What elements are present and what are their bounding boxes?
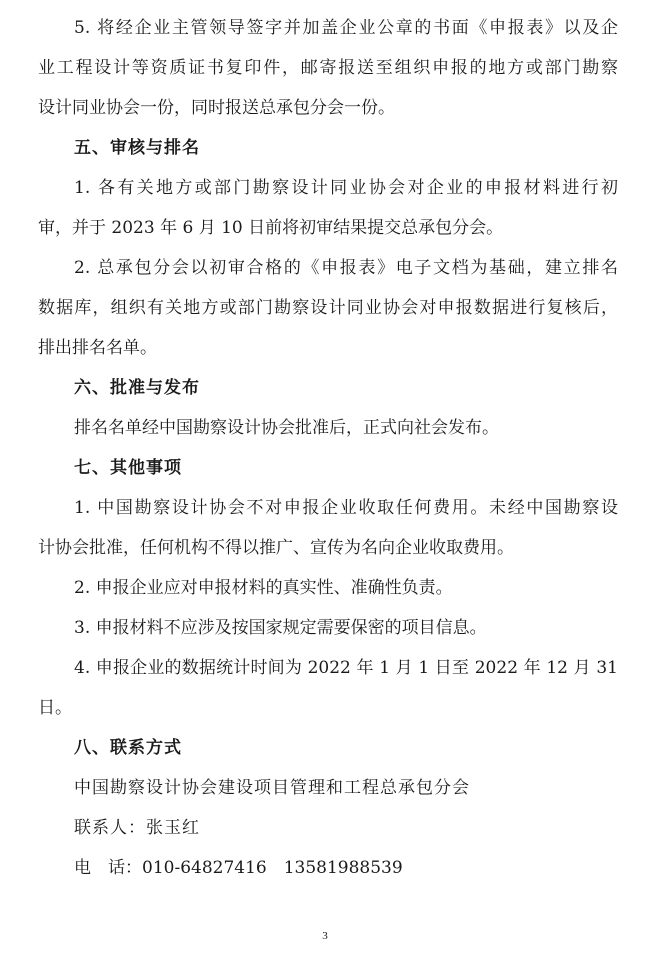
section8-heading: 八、联系方式 [74,738,182,758]
contact-person: 联系人：张玉红 [74,818,200,838]
section5-item2-line3: 排出排名名单。 [38,338,157,358]
section7-item3: 3. 申报材料不应涉及按国家规定需要保密的项目信息。 [74,618,487,638]
section4-item5-line3: 设计同业协会一份，同时报送总承包分会一份。 [38,98,395,118]
section5-item1-line2: 审，并于 2023 年 6 月 10 日前将初审结果提交总承包分会。 [38,218,504,238]
section7-item1-line1: 1. 中国勘察设计协会不对申报企业收取任何费用。未经中国勘察设 [74,498,618,518]
section4-item5-line2: 业工程设计等资质证书复印件，邮寄报送至组织申报的地方或部门勘察 [38,58,618,78]
section5-item2-line1: 2. 总承包分会以初审合格的《申报表》电子文档为基础，建立排名 [74,258,618,278]
section4-item5-line1: 5. 将经企业主管领导签字并加盖企业公章的书面《申报表》以及企 [74,18,618,38]
section7-item2: 2. 申报企业应对申报材料的真实性、准确性负责。 [74,578,453,598]
page-number: 3 [322,930,328,942]
section7-item1-line2: 计协会批准，任何机构不得以推广、宣传为名向企业收取费用。 [38,538,514,558]
section6-heading: 六、批准与发布 [74,378,200,398]
section7-heading: 七、其他事项 [74,458,182,478]
contact-organization: 中国勘察设计协会建设项目管理和工程总承包分会 [74,778,470,798]
section6-text: 排名名单经中国勘察设计协会批准后，正式向社会发布。 [74,418,499,438]
section5-item1-line1: 1. 各有关地方或部门勘察设计同业协会对企业的申报材料进行初 [74,178,618,198]
section7-item4-line1: 4. 申报企业的数据统计时间为 2022 年 1 月 1 日至 2022 年 12 月 31 [74,658,618,678]
section5-item2-line2: 数据库，组织有关地方或部门勘察设计同业协会对申报数据进行复核后， [38,298,618,318]
section5-heading: 五、审核与排名 [74,138,200,158]
document-page [38,8,618,888]
section7-item4-line2: 日。 [38,698,72,718]
contact-phone: 电 话：010-64827416 13581988539 [74,858,403,878]
